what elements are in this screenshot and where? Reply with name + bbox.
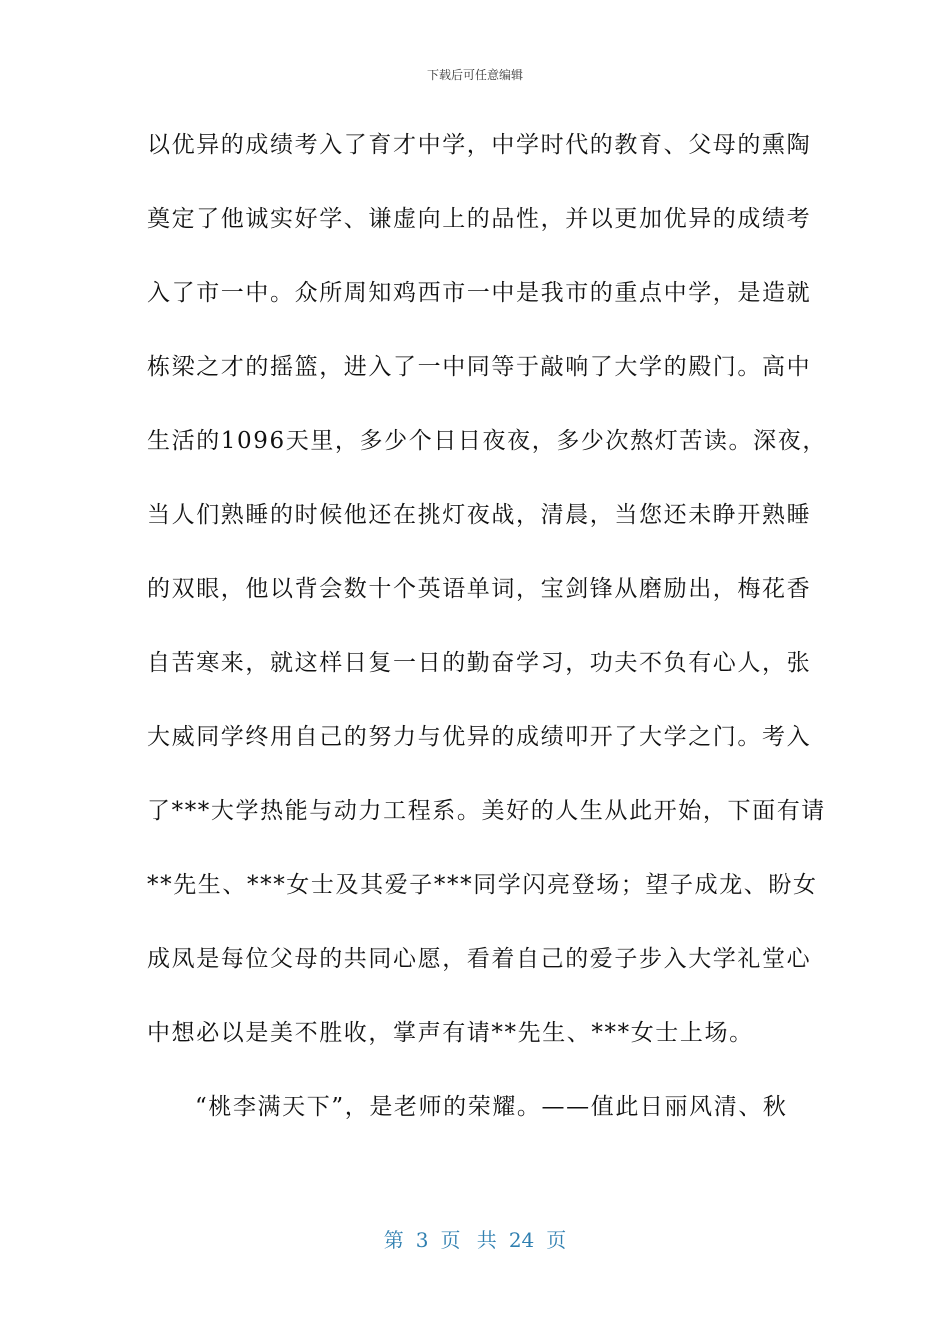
paragraph-line: 入了市一中。众所周知鸡西市一中是我市的重点中学，是造就 [147,280,812,306]
header-note: 下载后可任意编辑 [426,68,523,82]
paragraph-line: 当人们熟睡的时候他还在挑灯夜战，清晨，当您还未睁开熟睡 [147,502,812,528]
document-body [147,125,827,1161]
footer-suffix: 页 [546,1228,567,1252]
paragraph-line: 自苦寒来，就这样日复一日的勤奋学习，功夫不负有心人，张 [147,650,812,676]
page-number-footer [0,1224,950,1253]
paragraph-line: 的双眼，他以背会数十个英语单词，宝剑锋从磨励出，梅花香 [147,576,812,602]
paragraph-line: 中想必以是美不胜收，掌声有请**先生、***女士上场。 [147,1020,754,1046]
footer-prefix: 第 [383,1228,404,1252]
paragraph-line: **先生、***女士及其爱子***同学闪亮登场；望子成龙、盼女 [147,872,818,898]
paragraph-line: 以优异的成绩考入了育才中学，中学时代的教育、父母的熏陶 [147,132,812,158]
paragraph-line: 成凤是每位父母的共同心愿，看着自己的爱子步入大学礼堂心 [147,946,812,972]
paragraph-line: 栋梁之才的摇篮，进入了一中同等于敲响了大学的殿门。高中 [147,354,812,380]
footer-total-pages: 24 [508,1228,535,1252]
paragraph-line: 了***大学热能与动力工程系。美好的人生从此开始，下面有请 [147,798,826,824]
paragraph-line: 奠定了他诚实好学、谦虚向上的品性，并以更加优异的成绩考 [147,206,812,232]
footer-current-page: 3 [415,1228,429,1252]
paragraph-line: 大威同学终用自己的努力与优异的成绩叩开了大学之门。考入 [147,724,812,750]
paragraph-line: 生活的1096天里，多少个日日夜夜，多少次熬灯苦读。深夜， [147,428,827,454]
footer-middle: 页 共 [440,1228,497,1252]
paragraph-line-indented: “桃李满天下”，是老师的荣耀。——值此日丽风清、秋 [195,1094,788,1120]
